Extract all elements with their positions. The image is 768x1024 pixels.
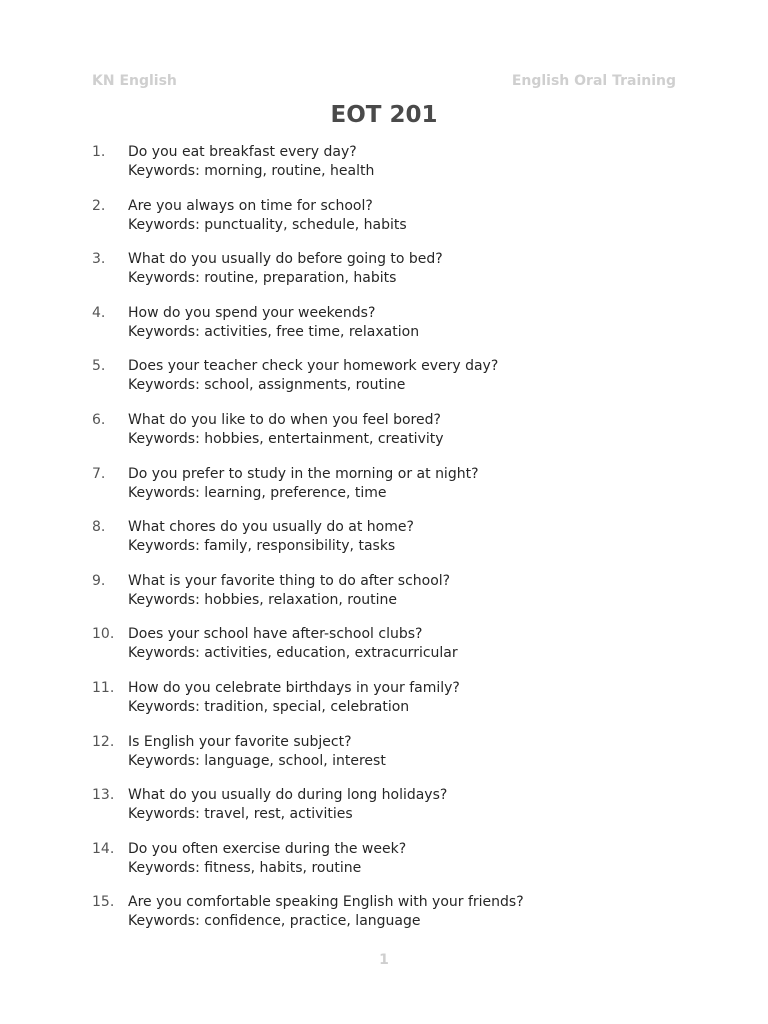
question-text: How do you celebrate birthdays in your family? bbox=[128, 679, 460, 696]
question-item bbox=[92, 786, 692, 840]
question-item bbox=[92, 304, 692, 358]
header-course-name: English Oral Training bbox=[511, 73, 676, 89]
question-keywords: Keywords: hobbies, entertainment, creativity bbox=[128, 430, 444, 447]
question-keywords: Keywords: activities, education, extracurricular bbox=[128, 645, 458, 662]
question-text: Do you often exercise during the week? bbox=[128, 840, 407, 857]
question-text: Do you prefer to study in the morning or at night? bbox=[128, 465, 479, 482]
page-number: 1 bbox=[379, 952, 389, 968]
question-number: 12. bbox=[92, 733, 115, 750]
question-number: 2. bbox=[92, 197, 106, 214]
question-item bbox=[92, 625, 692, 679]
question-keywords: Keywords: fitness, habits, routine bbox=[128, 859, 362, 876]
question-keywords: Keywords: travel, rest, activities bbox=[128, 806, 353, 823]
question-item bbox=[92, 465, 692, 519]
question-item bbox=[92, 572, 692, 626]
question-item bbox=[92, 679, 692, 733]
question-number: 6. bbox=[92, 411, 106, 428]
header-brand: KN English bbox=[92, 73, 177, 89]
question-number: 11. bbox=[92, 679, 115, 696]
question-number: 5. bbox=[92, 358, 106, 375]
question-text: Does your school have after-school clubs? bbox=[128, 626, 423, 643]
question-item bbox=[92, 518, 692, 572]
question-keywords: Keywords: confidence, practice, language bbox=[128, 913, 421, 930]
question-text: What chores do you usually do at home? bbox=[128, 519, 414, 536]
question-item bbox=[92, 197, 692, 251]
question-item bbox=[92, 893, 692, 947]
question-keywords: Keywords: school, assignments, routine bbox=[128, 377, 406, 394]
question-number: 3. bbox=[92, 251, 106, 268]
question-number: 8. bbox=[92, 519, 106, 536]
question-keywords: Keywords: hobbies, relaxation, routine bbox=[128, 591, 398, 608]
question-item bbox=[92, 840, 692, 894]
question-number: 1. bbox=[92, 144, 106, 160]
question-keywords: Keywords: punctuality, schedule, habits bbox=[128, 216, 407, 233]
question-text: Are you comfortable speaking English with your friends? bbox=[128, 894, 524, 911]
question-text: What do you like to do when you feel bored? bbox=[128, 411, 441, 428]
question-text: What do you usually do during long holidays? bbox=[128, 787, 448, 804]
question-text: How do you spend your weekends? bbox=[128, 304, 376, 321]
page-title: EOT 201 bbox=[330, 102, 438, 128]
question-keywords: Keywords: family, responsibility, tasks bbox=[128, 538, 396, 555]
question-number: 7. bbox=[92, 465, 106, 482]
question-number: 10. bbox=[92, 626, 115, 643]
question-number: 15. bbox=[92, 894, 115, 911]
question-number: 9. bbox=[92, 572, 106, 589]
question-text: What is your favorite thing to do after school? bbox=[128, 572, 451, 589]
question-item bbox=[92, 733, 692, 787]
question-keywords: Keywords: learning, preference, time bbox=[128, 484, 387, 501]
question-item bbox=[92, 357, 692, 411]
question-text: Does your teacher check your homework every day? bbox=[128, 358, 499, 375]
question-list bbox=[92, 143, 692, 947]
question-text: Are you always on time for school? bbox=[128, 197, 373, 214]
question-text: Do you eat breakfast every day? bbox=[128, 144, 357, 160]
question-text: Is English your favorite subject? bbox=[128, 733, 352, 750]
question-item bbox=[92, 143, 692, 197]
question-keywords: Keywords: language, school, interest bbox=[128, 752, 386, 769]
question-number: 4. bbox=[92, 304, 106, 321]
question-keywords: Keywords: routine, preparation, habits bbox=[128, 270, 397, 287]
question-item bbox=[92, 411, 692, 465]
question-item bbox=[92, 250, 692, 304]
question-keywords: Keywords: tradition, special, celebration bbox=[128, 698, 410, 715]
question-number: 14. bbox=[92, 840, 115, 857]
question-text: What do you usually do before going to bed? bbox=[128, 251, 443, 268]
question-number: 13. bbox=[92, 787, 115, 804]
question-keywords: Keywords: morning, routine, health bbox=[128, 163, 375, 179]
question-keywords: Keywords: activities, free time, relaxation bbox=[128, 323, 420, 340]
